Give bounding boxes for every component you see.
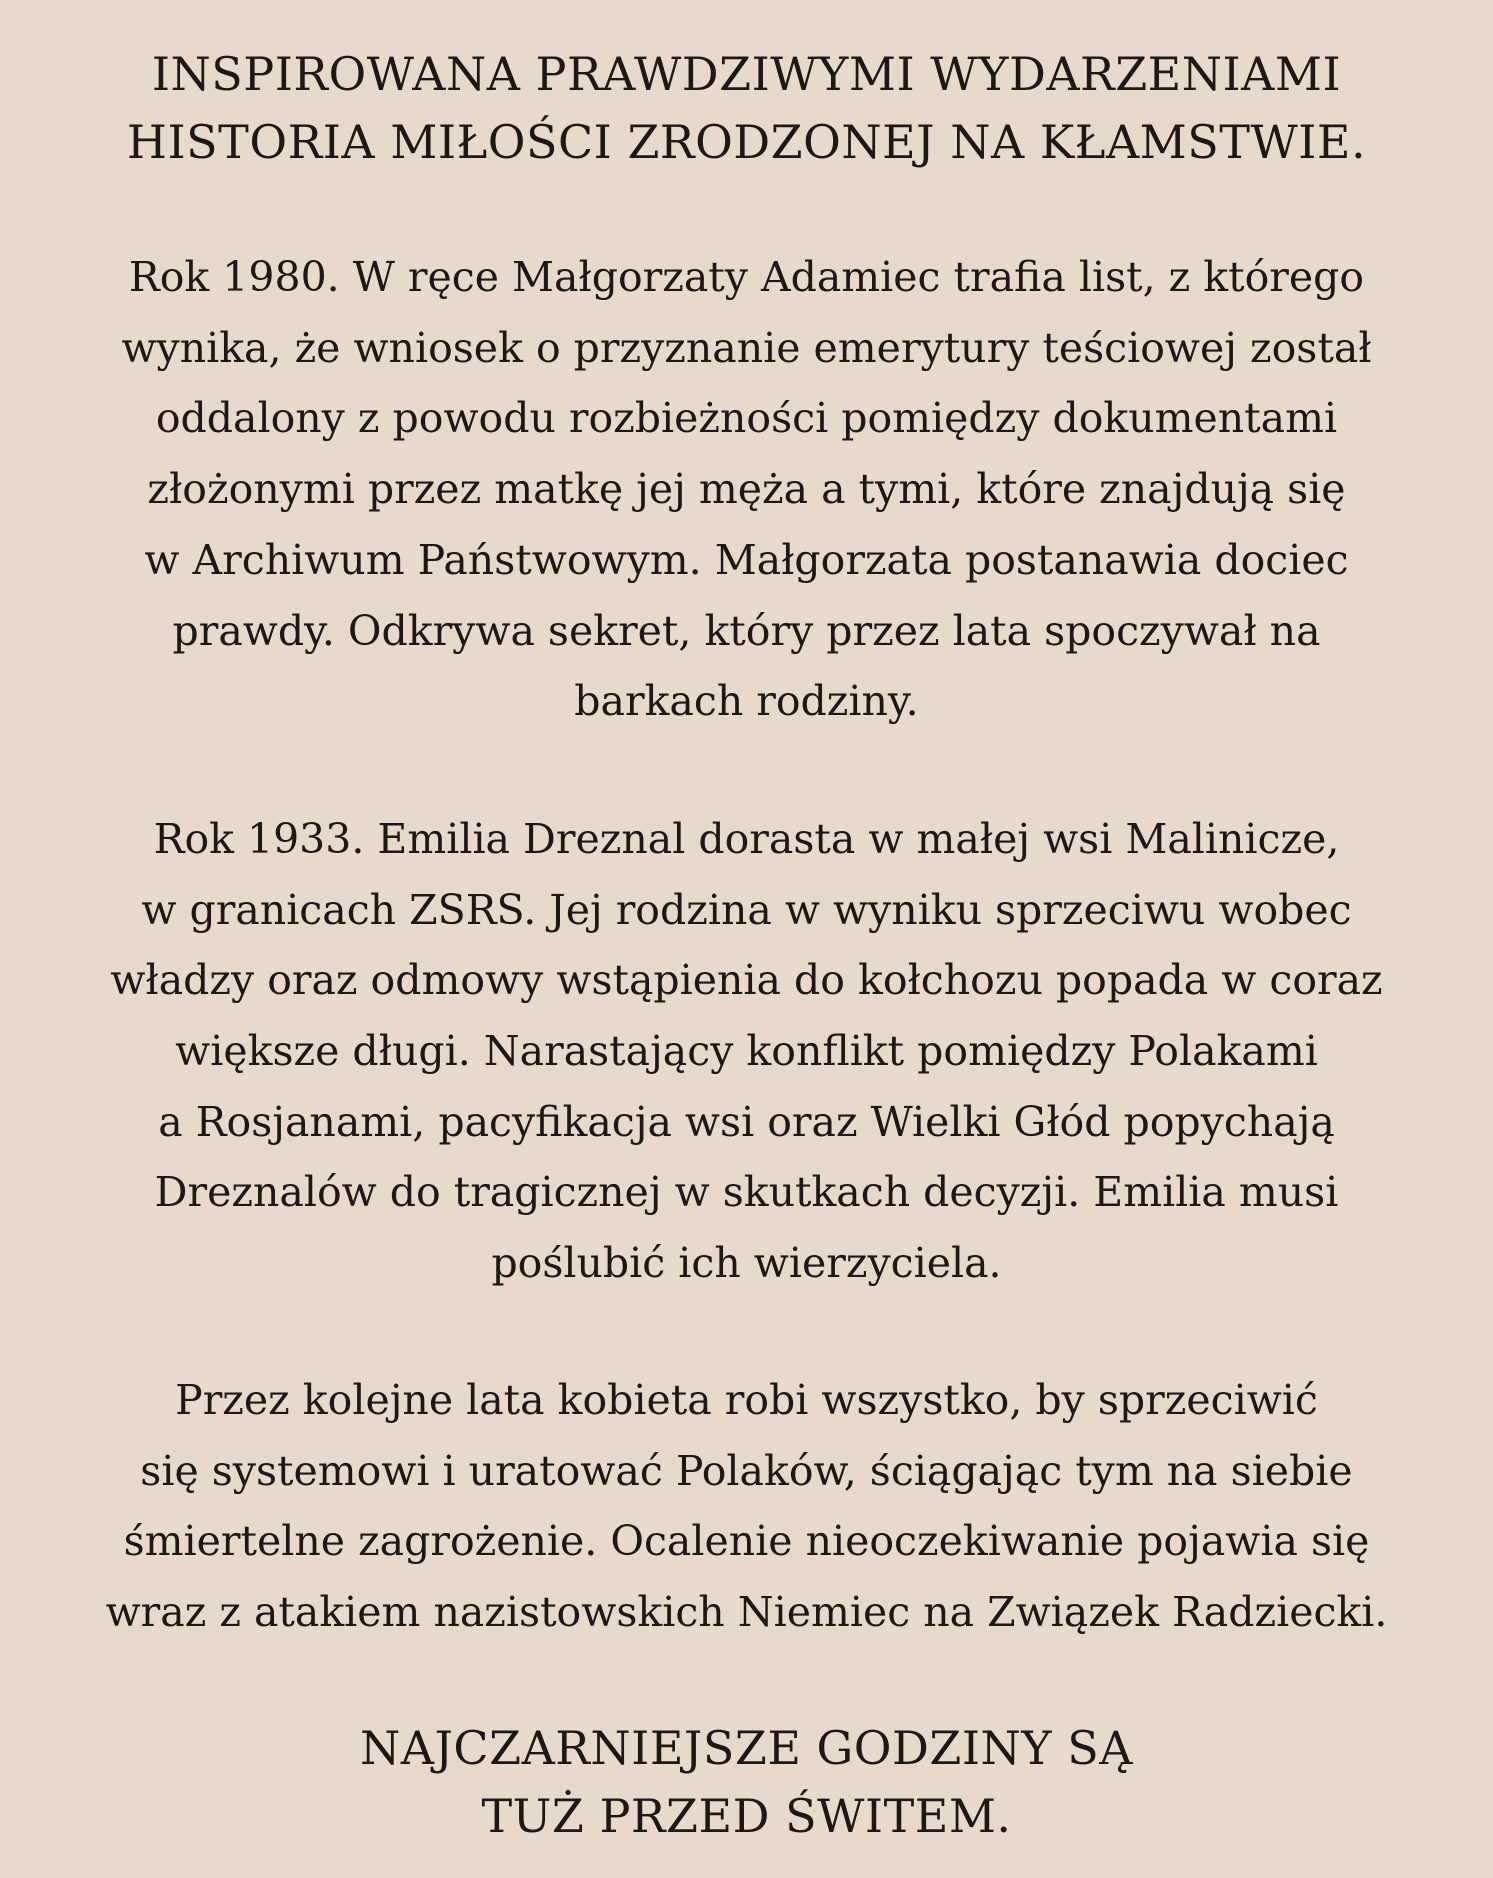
text-line: poślubić ich wierzyciela. xyxy=(491,1239,1002,1288)
text-line: w Archiwum Państwowym. Małgorzata postanawia dociec xyxy=(144,535,1349,584)
closing-heading xyxy=(0,1714,1493,1850)
text-line: Rok 1980. W ręce Małgorzaty Adamiec trafia list, z którego xyxy=(128,253,1365,301)
text-line: a Rosjanami, pacyfikacja wsi oraz Wielki Głód popychają xyxy=(158,1097,1335,1146)
text-line: oddalony z powodu rozbieżności pomiędzy dokumentami xyxy=(155,394,1338,443)
text-line: Dreznalów do tragicznej w skutkach decyzji. Emilia musi xyxy=(154,1168,1339,1217)
text-line: wraz z atakiem nazistowskich Niemiec na Związek Radziecki. xyxy=(105,1587,1388,1636)
text-line: w granicach ZSRS. Jej rodzina w wyniku sprzeciwu wobec xyxy=(141,885,1352,934)
text-line: się systemowi i uratować Polaków, ściągając tym na siebie xyxy=(140,1446,1353,1495)
text-line: Przez kolejne lata kobieta robi wszystko, by sprzeciwić xyxy=(175,1375,1318,1424)
text-line: większe długi. Narastający konflikt pomiędzy Polakami xyxy=(175,1027,1318,1076)
closing-line: TUŻ PRZED ŚWITEM. xyxy=(481,1788,1012,1843)
text-line: śmiertelne zagrożenie. Ocalenie nieoczekiwanie pojawia się xyxy=(123,1517,1370,1566)
text-line: Rok 1933. Emilia Dreznal dorasta w małej wsi Malinicze, xyxy=(153,814,1340,863)
text-line: władzy oraz odmowy wstąpienia do kołchozu popada w coraz xyxy=(110,956,1383,1005)
closing-line: NAJCZARNIEJSZE GODZINY SĄ xyxy=(360,1720,1133,1775)
tagline-heading xyxy=(0,40,1493,176)
blurb-paragraph-later-years xyxy=(0,1365,1493,1648)
text-line: barkach rodziny. xyxy=(574,677,919,726)
blurb-paragraph-1980 xyxy=(0,242,1493,737)
blurb-paragraph-1933 xyxy=(0,804,1493,1299)
text-line: wynika, że wniosek o przyznanie emerytury teściowej został xyxy=(121,323,1372,372)
text-line: złożonymi przez matkę jej męża a tymi, które znajdują się xyxy=(147,465,1346,514)
tagline-line: INSPIROWANA PRAWDZIWYMI WYDARZENIAMI xyxy=(151,47,1342,101)
tagline-line: HISTORIA MIŁOŚCI ZRODZONEJ NA KŁAMSTWIE. xyxy=(126,115,1367,169)
text-line: prawdy. Odkrywa sekret, który przez lata spoczywał na xyxy=(172,606,1321,655)
